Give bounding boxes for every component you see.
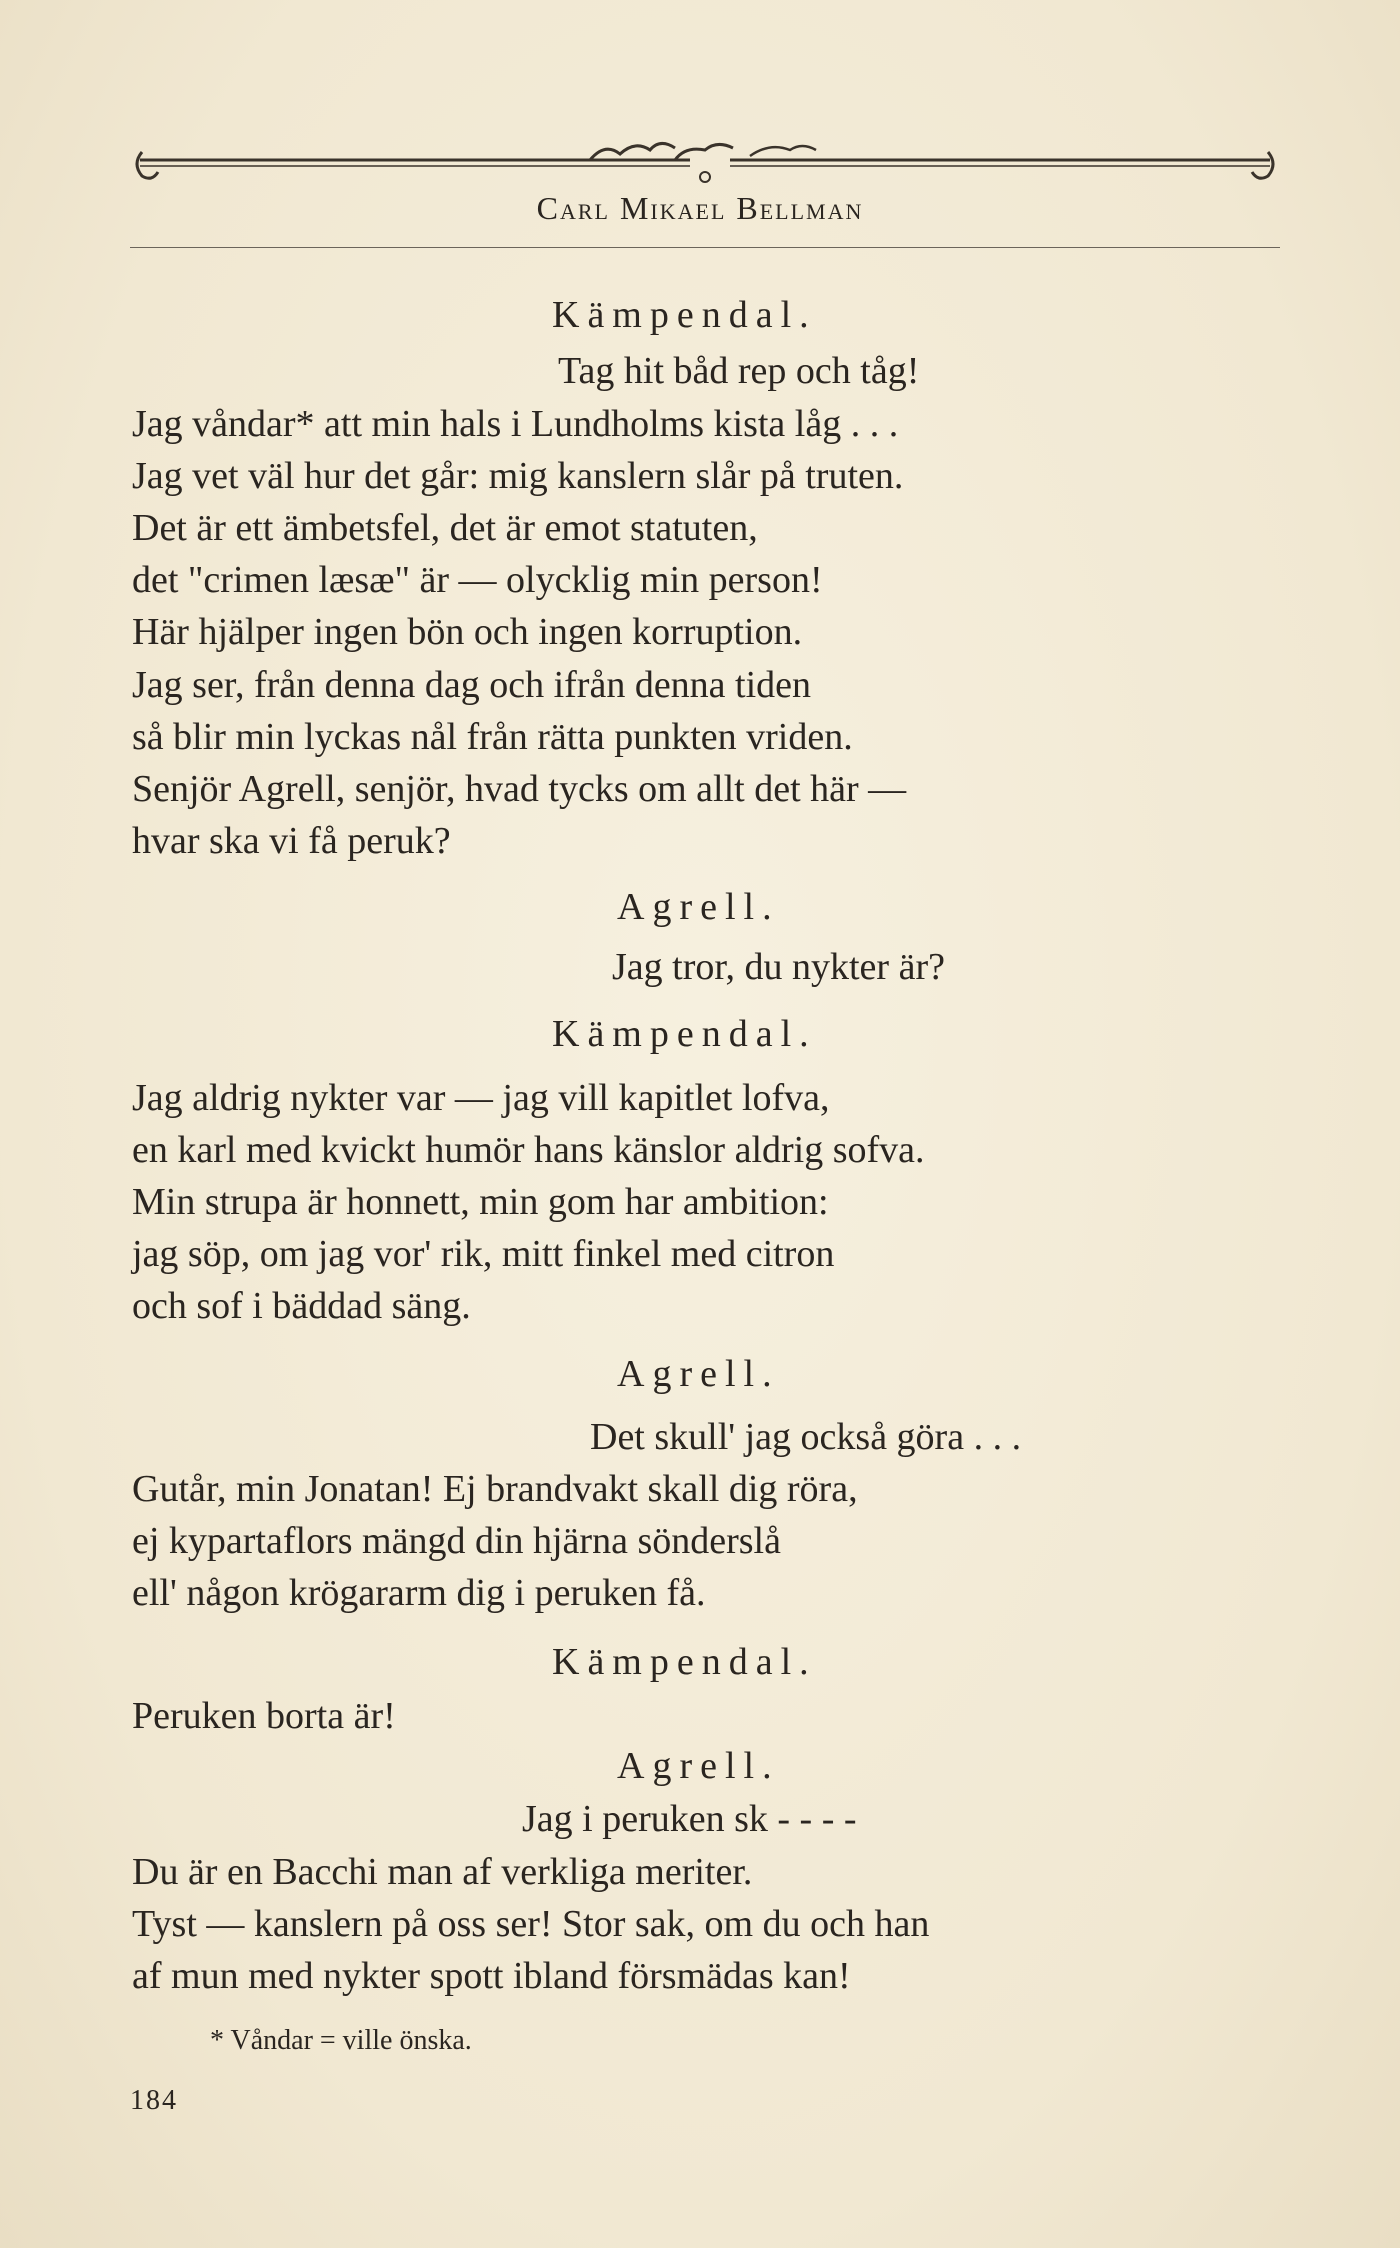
running-title: Carl Mikael Bellman (536, 190, 864, 226)
verse-line: Det skull' jag också göra . . . (590, 1416, 1022, 1458)
verse-line: Du är en Bacchi man af verkliga meriter. (132, 1851, 753, 1893)
verse-line: hvar ska vi få peruk? (132, 820, 451, 862)
verse-line: Det är ett ämbetsfel, det är emot statuten, (132, 507, 758, 549)
verse-line: Jag vet väl hur det går: mig kanslern slår på truten. (132, 455, 904, 497)
verse-line: så blir min lyckas nål från rätta punkten vriden. (132, 716, 853, 758)
verse-line: Gutår, min Jonatan! Ej brandvakt skall dig röra, (132, 1468, 858, 1510)
verse-line: en karl med kvickt humör hans känslor aldrig sofva. (132, 1129, 925, 1171)
verse-line: jag söp, om jag vor' rik, mitt finkel med citron (132, 1233, 835, 1275)
page-number: 184 (130, 2085, 178, 2116)
speaker-name: Kämpendal. (552, 1641, 817, 1683)
verse-line: ej kypartaflors mängd din hjärna sönderslå (132, 1520, 781, 1562)
speaker-name: Agrell. (617, 1353, 780, 1395)
verse-line: af mun med nykter spott ibland försmädas kan! (132, 1955, 851, 1997)
speaker-name: Agrell. (617, 1745, 780, 1787)
verse-line: Tyst — kanslern på oss ser! Stor sak, om du och han (132, 1903, 930, 1945)
verse-line: Peruken borta är! (132, 1695, 396, 1737)
verse-line: Tag hit båd rep och tåg! (558, 350, 920, 392)
speaker-name: Agrell. (617, 886, 780, 928)
verse-line: Jag i peruken sk - - - - (522, 1798, 857, 1840)
speaker-name: Kämpendal. (552, 1013, 817, 1055)
verse-line: det "crimen læsæ" är — olycklig min person! (132, 559, 823, 601)
speaker-name: Kämpendal. (552, 294, 817, 336)
verse-line: Jag ser, från denna dag och ifrån denna tiden (132, 664, 812, 706)
verse-line: Här hjälper ingen bön och ingen korruption. (132, 611, 803, 653)
header-rule (130, 247, 1280, 248)
verse-line: Senjör Agrell, senjör, hvad tycks om allt det här — (132, 768, 907, 810)
header-ornament (130, 130, 1280, 190)
footnote: * Våndar = ville önska. (210, 2025, 472, 2056)
verse-line: ell' någon krögararm dig i peruken få. (132, 1572, 706, 1614)
verse-line: Min strupa är honnett, min gom har ambition: (132, 1181, 829, 1223)
verse-line: och sof i bäddad säng. (132, 1285, 471, 1327)
verse-line: Jag aldrig nykter var — jag vill kapitlet lofva, (132, 1077, 830, 1119)
verse-line: Jag tror, du nykter är? (612, 946, 945, 988)
verse-line: Jag våndar* att min hals i Lundholms kista låg . . . (132, 403, 899, 445)
